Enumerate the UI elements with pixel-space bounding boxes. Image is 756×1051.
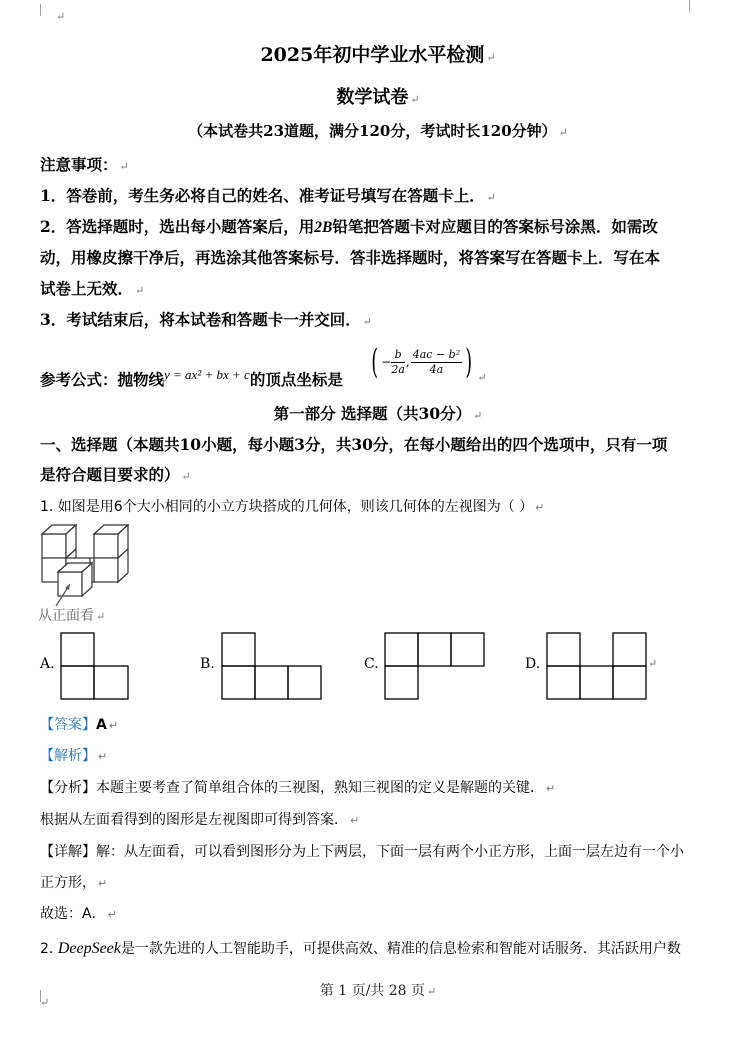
q1-detail-line-2: 正方形， ↵ [40,875,108,891]
exam-subtitle: 数学试卷 ↵ [336,87,420,108]
paragraph-mark: ↵ [40,996,50,1009]
notice-item-2-line-2: 动，用橡皮擦干净后，再选涂其他答案标号．答非选择题时，将答案写在答题卡上．写在本 [40,248,661,267]
q1-solid-figure [38,520,138,610]
notice-item-3: 3．考试结束后，将本试卷和答题卡一并交回． ↵ [40,310,373,329]
notice-heading: 注意事项： ↵ [40,155,129,174]
crop-mark-top-left [40,4,51,16]
paragraph-mark: ↵ [56,10,66,23]
q1-detail-line-1: 【详解】解：从左面看，可以看到图形分为上下两层，下面一层有两个小正方形，上面一层左边有一个小 [40,844,684,860]
q1-stem: 1. 如图是用6个大小相同的小立方块搭成的几何体，则该几何体的左视图为（ ） ↵ [40,499,545,515]
exam-note: （本试卷共23道题，满分120分，考试时长120分钟） ↵ [188,122,568,140]
notice-item-2-line-3: 试卷上无效． ↵ [40,279,145,298]
q1-option-a-label: A. [40,656,55,672]
q1-option-b-figure [221,632,323,700]
page-footer: 第 1 页/共 28 页 ↵ [319,983,437,999]
vertex-x-fraction: $\frac{b}{2a}$ [391,347,405,376]
q1-option-a-figure [60,632,130,700]
part-1-heading: 第一部分 选择题（共30分） ↵ [273,404,483,423]
q1-option-c-figure [384,632,486,700]
q1-choose: 故选：A． ↵ [40,906,117,922]
q1-option-d-label: D. [525,656,541,672]
q1-fenxi: 【分析】本题主要考查了简单组合体的三视图，熟知三视图的定义是解题的关键． ↵ [40,780,556,796]
q1-option-b-label: B. [200,656,215,672]
paragraph-mark: ↵ [648,657,658,670]
q1-option-c-label: C. [364,656,379,672]
vertex-y-fraction: $\frac{\text{4ac − b²}}{4a}$ [412,347,461,376]
notice-item-1: 1．答卷前，考生务必将自己的姓名、准考证号填写在答题卡上． ↵ [40,186,497,205]
q1-answer: 【答案】A ↵ [40,717,119,733]
exam-title: 2025年初中学业水平检测 ↵ [260,44,496,66]
q2-stem: 2. DeepSeek是一款先进的人工智能助手，可提供高效、精准的信息检索和智能对话服务．其活跃用户数 [40,940,681,957]
formula-line: 参考公式：抛物线$^{y = ax^2 + bx + c}$的顶点坐标是 [40,367,343,389]
section-1-line-2: 是符合题目要求的） ↵ [40,465,191,484]
q1-option-d-figure [546,632,648,700]
q1-analysis-tag: 【解析】 ↵ [40,748,108,764]
section-1-line-1: 一、选择题（本题共10小题，每小题3分，共30分，在每小题给出的四个选项中，只有一项 [40,435,668,454]
q1-view-label: 从正面看 ↵ [38,608,106,624]
q1-analysis-line-2: 根据从左面看得到的图形是左视图即可得到答案． ↵ [40,812,360,828]
notice-item-2-line-1: 2．答选择题时，选出每小题答案后，用2B铅笔把答题卡对应题目的答案标号涂黑．如需改 [40,217,658,236]
crop-mark-top-right [689,0,700,12]
vertex-formula: ( − $\frac{b}{2a}$ , $\frac{\text{4ac − b²}}{4a}$ ) ↵ [371,342,487,384]
